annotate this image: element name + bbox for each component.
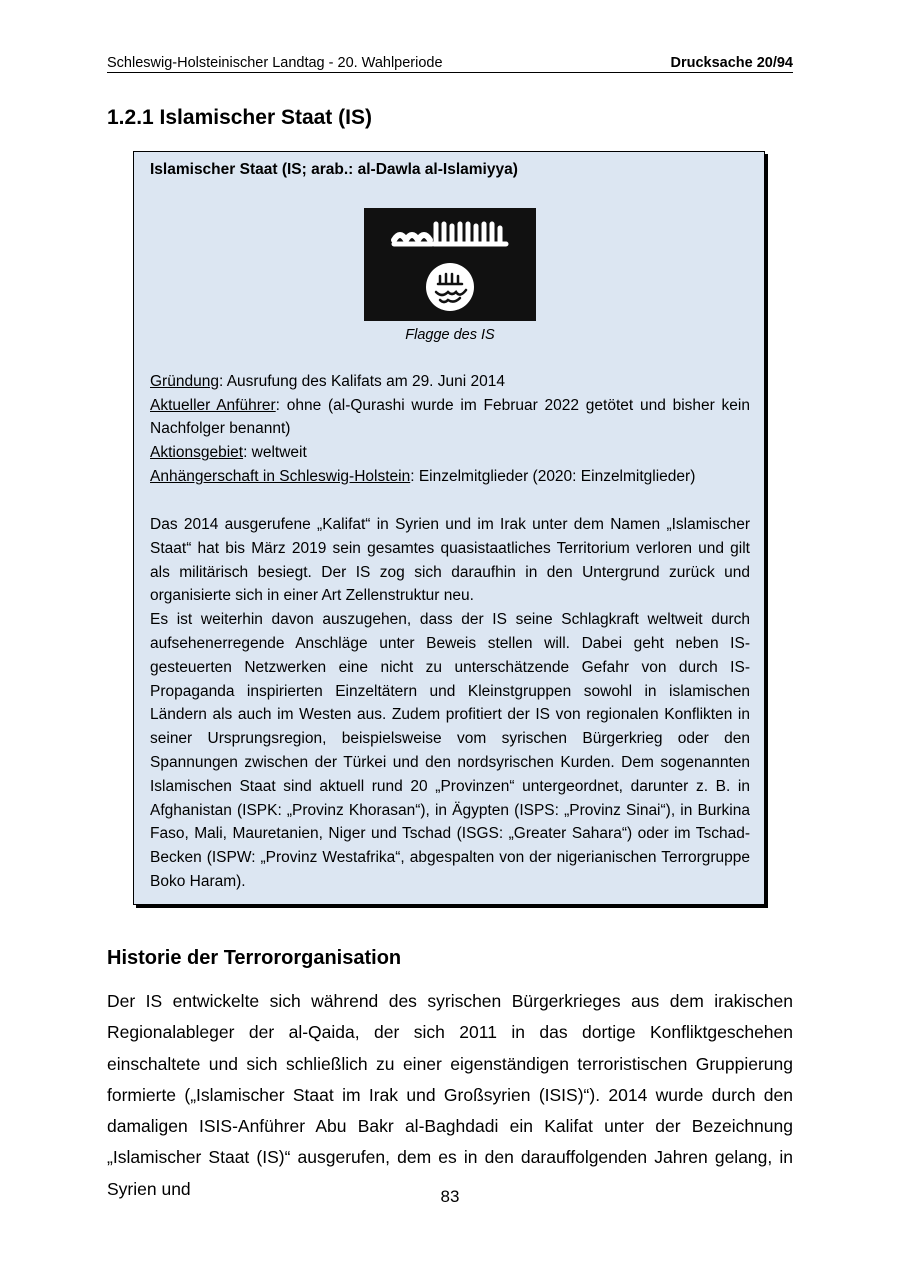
history-heading: Historie der Terrororganisation [107,947,402,969]
fact-value: : weltweit [243,444,307,462]
is-flag-image [364,208,536,321]
fact-label: Gründung [150,373,219,390]
info-paragraph: Es ist weiterhin davon auszugehen, dass der IS seine Schlagkraft weltweit durch aufsehenerregende Anschläge unter Beweis stellen will. Dabei geht neben IS-gesteuerten Netzwerken eine nicht zu unterschätzende Gefahr von durch IS-Propaganda inspirierten Einzeltätern und Kleinstgruppen sowohl in islamischen Ländern als auch im Westen aus. Zudem profitiert der IS von regionalen Konflikten in seiner Ursprungsregion, beispielsweise vom syrischen Bürgerkrieg oder den Spannungen zwischen der Türkei und den nordsyrischen Kurden. Dem sogenannten Islamischen Staat sind aktuell rund 20 „Provinzen“ untergeordnet, darunter z. B. in Afghanistan (ISPK: „Provinz Khorasan“), in Ägypten (ISPS: „Provinz Sinai“), in Burkina Faso, Mali, Mauretanien, Niger und Tschad (ISGS: „Greater Sahara“) oder im Tschad-Becken (ISPW: „Provinz Westafrika“, abgespalten von der nigerianischen Terrorgruppe Boko Haram). [150,611,750,890]
fact-area [150,441,750,465]
history-paragraph: Der IS entwickelte sich während des syrischen Bürgerkrieges aus dem irakischen Regionalableger der al-Qaida, der sich 2011 in das dortige Konfliktgeschehen einschaltete und sich schließlich zu einer eigenständigen terroristischen Gruppierung formierte („Islamischer Staat im Irak und Großsyrien (ISIS)“). 2014 wurde durch den damaligen ISIS-Anführer Abu Bakr al-Baghdadi ein Kalifat unter der Bezeichnung „Islamischer Staat (IS)“ ausgerufen, dem es in den darauffolgenden Jahren gelang, in Syrien und [107,991,793,1199]
fact-label: Aktionsgebiet [150,444,244,462]
fact-followers [150,465,750,489]
info-box-title: Islamischer Staat (IS; arab.: al-Dawla al-Islamiyya) [150,161,518,178]
fact-label: Aktueller Anführer [150,396,276,414]
info-box-body [150,513,750,894]
page-header [107,54,793,73]
flag-caption: Flagge des IS [405,327,495,343]
fact-value: : Einzelmitglieder (2020: Einzelmitglieder) [410,467,696,485]
info-box [133,151,765,905]
fact-leader [150,394,750,441]
fact-value: : Ausrufung des Kalifats am 29. Juni 2014 [218,373,506,390]
fact-label: Anhängerschaft in Schleswig-Holstein [150,467,411,485]
header-document-number: Drucksache 20/94 [670,55,793,71]
section-title: 1.2.1 Islamischer Staat (IS) [107,106,372,129]
fact-value: : ohne (al-Qurashi wurde im Februar 2022 getötet und bisher kein Nachfolger benannt) [150,396,750,438]
facts-list [150,370,750,489]
info-paragraph: Das 2014 ausgerufene „Kalifat“ in Syrien und im Irak unter dem Namen „Islamischer Staat“ hat bis März 2019 sein gesamtes quasistaatliches Territorium verloren und gilt als militärisch besiegt. Der IS zog sich daraufhin in den Untergrund zurück und organisierte sich in einer Art Zellenstruktur neu. [150,516,750,605]
page-number: 83 [440,1187,460,1206]
fact-founding [150,370,750,394]
header-left: Schleswig-Holsteinischer Landtag - 20. Wahlperiode [107,55,443,71]
